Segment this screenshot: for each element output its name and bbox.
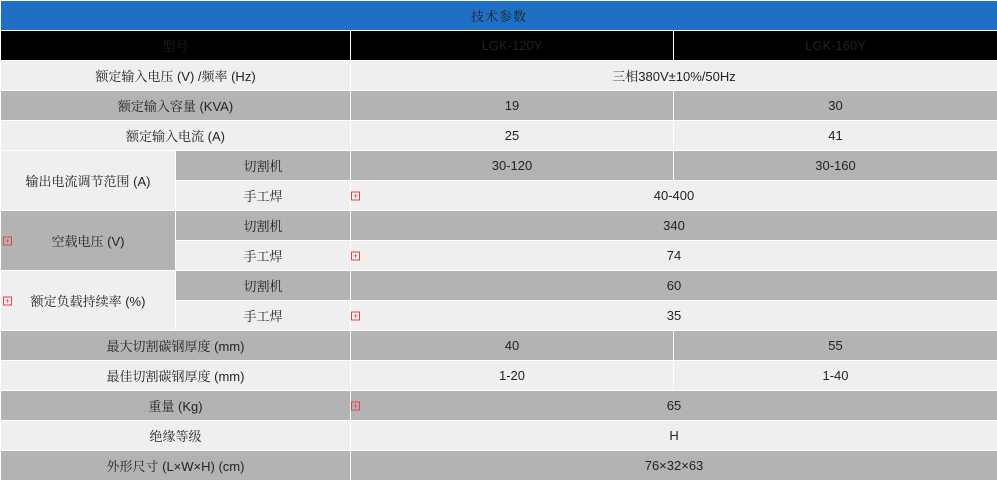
row-value-col1: 30-120 xyxy=(351,151,674,181)
header-column-lgk120y: LGK-120Y xyxy=(351,31,674,61)
row-value-text: 35 xyxy=(351,308,997,323)
merge-marker-icon: + xyxy=(351,311,360,320)
table-row xyxy=(1,421,997,451)
table-row xyxy=(1,211,997,241)
table-row xyxy=(1,391,997,421)
table-body xyxy=(1,1,997,481)
row-value-merged: 60 xyxy=(351,271,997,301)
row-group-label-duty-cycle xyxy=(1,271,176,331)
merge-marker-icon: + xyxy=(3,296,12,305)
row-value-merged xyxy=(351,181,997,211)
row-value-merged xyxy=(351,241,997,271)
row-sublabel: 切割机 xyxy=(176,151,351,181)
page-title: 技术参数 xyxy=(1,1,997,31)
table-row xyxy=(1,331,997,361)
row-label: 最大切割碳钢厚度 (mm) xyxy=(1,331,351,361)
row-label: 绝缘等级 xyxy=(1,421,351,451)
row-label: 最佳切割碳钢厚度 (mm) xyxy=(1,361,351,391)
row-sublabel: 切割机 xyxy=(176,211,351,241)
table-row xyxy=(1,151,997,181)
merge-marker-icon: + xyxy=(351,191,360,200)
row-value-merged: 340 xyxy=(351,211,997,241)
row-group-label-output-current: 输出电流调节范围 (A) xyxy=(1,151,176,211)
merge-marker-icon: + xyxy=(3,236,12,245)
header-column-lgk160y: LGK-160Y xyxy=(674,31,997,61)
row-value-col2: 1-40 xyxy=(674,361,997,391)
row-value-col2: 41 xyxy=(674,121,997,151)
row-value-merged xyxy=(351,301,997,331)
table-row xyxy=(1,361,997,391)
row-value-text: 40-400 xyxy=(351,188,997,203)
row-value-merged: H xyxy=(351,421,997,451)
row-label: 外形尺寸 (L×W×H) (cm) xyxy=(1,451,351,481)
row-group-label-text: 额定负载持续率 (%) xyxy=(1,291,175,310)
row-value-merged xyxy=(351,391,997,421)
table-row xyxy=(1,91,997,121)
table-header-row xyxy=(1,31,997,61)
row-value-col2: 30-160 xyxy=(674,151,997,181)
row-value-col2: 30 xyxy=(674,91,997,121)
table-row xyxy=(1,61,997,91)
row-value-col2: 55 xyxy=(674,331,997,361)
row-group-label-no-load-voltage xyxy=(1,211,176,271)
row-label: 额定输入容量 (KVA) xyxy=(1,91,351,121)
row-group-label-text: 空载电压 (V) xyxy=(1,231,175,250)
row-value-col1: 40 xyxy=(351,331,674,361)
row-sublabel: 手工焊 xyxy=(176,301,351,331)
row-value-merged: 三相380V±10%/50Hz xyxy=(351,61,997,91)
header-model-label: 型号 xyxy=(1,31,351,61)
row-value-col1: 19 xyxy=(351,91,674,121)
merge-marker-icon: + xyxy=(351,401,360,410)
row-label: 额定输入电流 (A) xyxy=(1,121,351,151)
table-row xyxy=(1,451,997,481)
row-value-col1: 25 xyxy=(351,121,674,151)
row-label: 额定输入电压 (V) /频率 (Hz) xyxy=(1,61,351,91)
row-sublabel: 手工焊 xyxy=(176,241,351,271)
row-value-merged: 76×32×63 xyxy=(351,451,997,481)
row-value-text: 65 xyxy=(351,398,997,413)
row-label: 重量 (Kg) xyxy=(1,391,351,421)
row-sublabel: 切割机 xyxy=(176,271,351,301)
table-title-row xyxy=(1,1,997,31)
row-sublabel: 手工焊 xyxy=(176,181,351,211)
table-row xyxy=(1,271,997,301)
merge-marker-icon: + xyxy=(351,251,360,260)
row-value-col1: 1-20 xyxy=(351,361,674,391)
table-row xyxy=(1,121,997,151)
row-value-text: 74 xyxy=(351,248,997,263)
